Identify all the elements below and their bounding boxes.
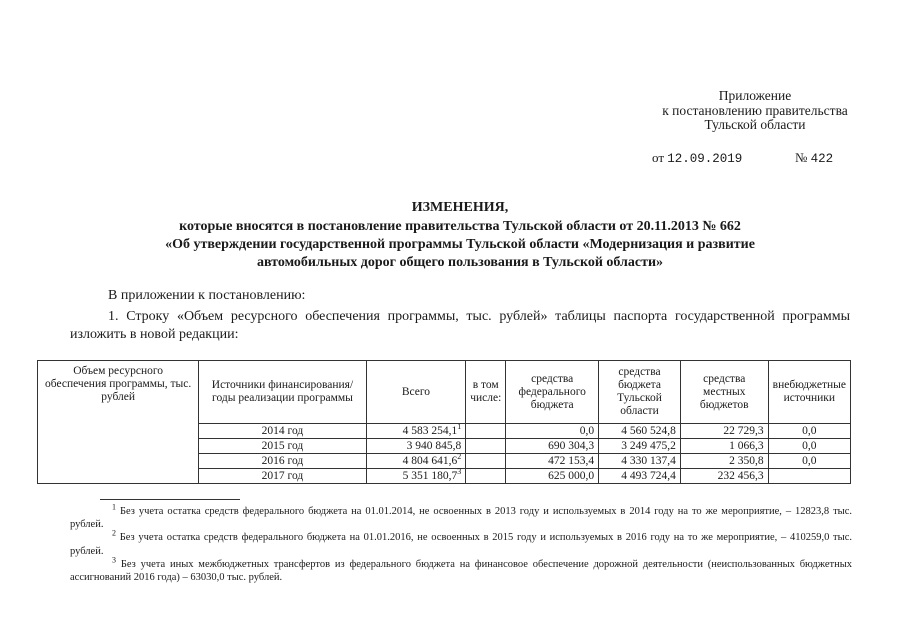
footnotes <box>70 502 853 584</box>
appendix-title: Приложение <box>718 88 792 103</box>
footnote <box>70 555 853 584</box>
cell-empty <box>466 424 506 439</box>
cell-federal: 690 304,3 <box>506 439 599 454</box>
cell-local: 1 066,3 <box>680 439 768 454</box>
cell-regional: 4 493 724,4 <box>599 469 681 484</box>
cell-federal: 472 153,4 <box>506 454 599 469</box>
header-federal: средства федерального бюджета <box>506 361 599 424</box>
intro-paragraph: В приложении к постановлению: <box>108 288 306 303</box>
table-source-cell: Объем ресурсного обеспечения программы, тыс. рублей <box>38 361 199 484</box>
cell-regional: 4 560 524,8 <box>599 424 681 439</box>
cell-total: 5 351 180,7$^3$ <box>366 469 466 484</box>
cell-regional: 3 249 475,2 <box>599 439 681 454</box>
header-local: средства местных бюджетов <box>680 361 768 424</box>
cell-year: 2017 год <box>199 469 366 484</box>
header-extrabudget: внебюджетные источники <box>768 361 850 424</box>
appendix-line: Тульской области <box>704 117 806 132</box>
document-number <box>795 150 833 166</box>
heading-title: ИЗМЕНЕНИЯ, <box>411 200 509 215</box>
footnote-mark: 3 <box>112 555 116 565</box>
footnote-text: Без учета остатка средств федерального бюджета на 01.01.2016, не освоенных в 2015 году и используемых в 2016 году на то же мероприятие, – 410259,0 тыс. рублей. <box>70 532 852 557</box>
number-value: 422 <box>810 152 834 166</box>
cell-regional: 4 330 137,4 <box>599 454 681 469</box>
heading-subtitle: которые вносятся в постановление правительства Тульской области от 20.11.2013 № 662 <box>179 219 741 234</box>
footnote-divider <box>100 499 240 500</box>
footnote-text: Без учета иных межбюджетных трансфертов из федерального бюджета на финансовое обеспечение дорожной деятельности (неиспользованных бюджетных ассигнований 2016 года) – 63030,0 тыс. рублей. <box>70 558 853 584</box>
date-value: 12.09.2019 <box>667 152 743 166</box>
number-prefix: № <box>795 150 808 165</box>
cell-local: 232 456,3 <box>680 469 768 484</box>
cell-extra <box>768 469 850 484</box>
cell-empty <box>466 469 506 484</box>
funding-table <box>37 360 851 484</box>
cell-federal: 625 000,0 <box>506 469 599 484</box>
appendix-line: к постановлению правительства <box>662 102 848 118</box>
heading-subtitle: «Об утверждении государственной программы Тульской области «Модернизация и развитие <box>165 237 755 252</box>
footnote-mark: 1 <box>112 502 116 512</box>
cell-empty <box>466 454 506 469</box>
cell-federal: 0,0 <box>506 424 599 439</box>
document-date <box>652 150 742 166</box>
cell-year: 2014 год <box>199 424 366 439</box>
header-sources-years: Источники финансирования/ годы реализации программы <box>199 361 366 424</box>
date-prefix: от <box>652 150 665 165</box>
footnote-text: Без учета остатка средств федерального бюджета на 01.01.2014, не освоенных в 2013 году и используемых в 2014 году на то же мероприятие, – 12823,8 тыс. рублей. <box>70 506 852 531</box>
heading-subtitle: автомобильных дорог общего пользования в Тульской области» <box>256 255 664 270</box>
table-header-row <box>38 361 851 424</box>
item-paragraph: 1. Строку «Объем ресурсного обеспечения программы, тыс. рублей» таблицы паспорта государственной программы изложить в новой редакции: <box>70 309 850 342</box>
header-regional: средства бюджета Тульской области <box>599 361 681 424</box>
cell-extra: 0,0 <box>768 424 850 439</box>
cell-total: 4 804 641,6$^2$ <box>366 454 466 469</box>
cell-total: 3 940 845,8 <box>366 439 466 454</box>
cell-extra: 0,0 <box>768 454 850 469</box>
footnote <box>70 528 852 557</box>
footnote <box>70 502 852 531</box>
cell-local: 2 350,8 <box>680 454 768 469</box>
cell-year: 2016 год <box>199 454 366 469</box>
footnote-mark: 2 <box>112 528 116 538</box>
cell-total: 4 583 254,1$^1$ <box>366 424 466 439</box>
appendix-block <box>645 89 865 133</box>
cell-local: 22 729,3 <box>680 424 768 439</box>
cell-empty <box>466 439 506 454</box>
header-total: Всего <box>366 361 466 424</box>
cell-extra: 0,0 <box>768 439 850 454</box>
cell-year: 2015 год <box>199 439 366 454</box>
header-including: в том числе: <box>466 361 506 424</box>
